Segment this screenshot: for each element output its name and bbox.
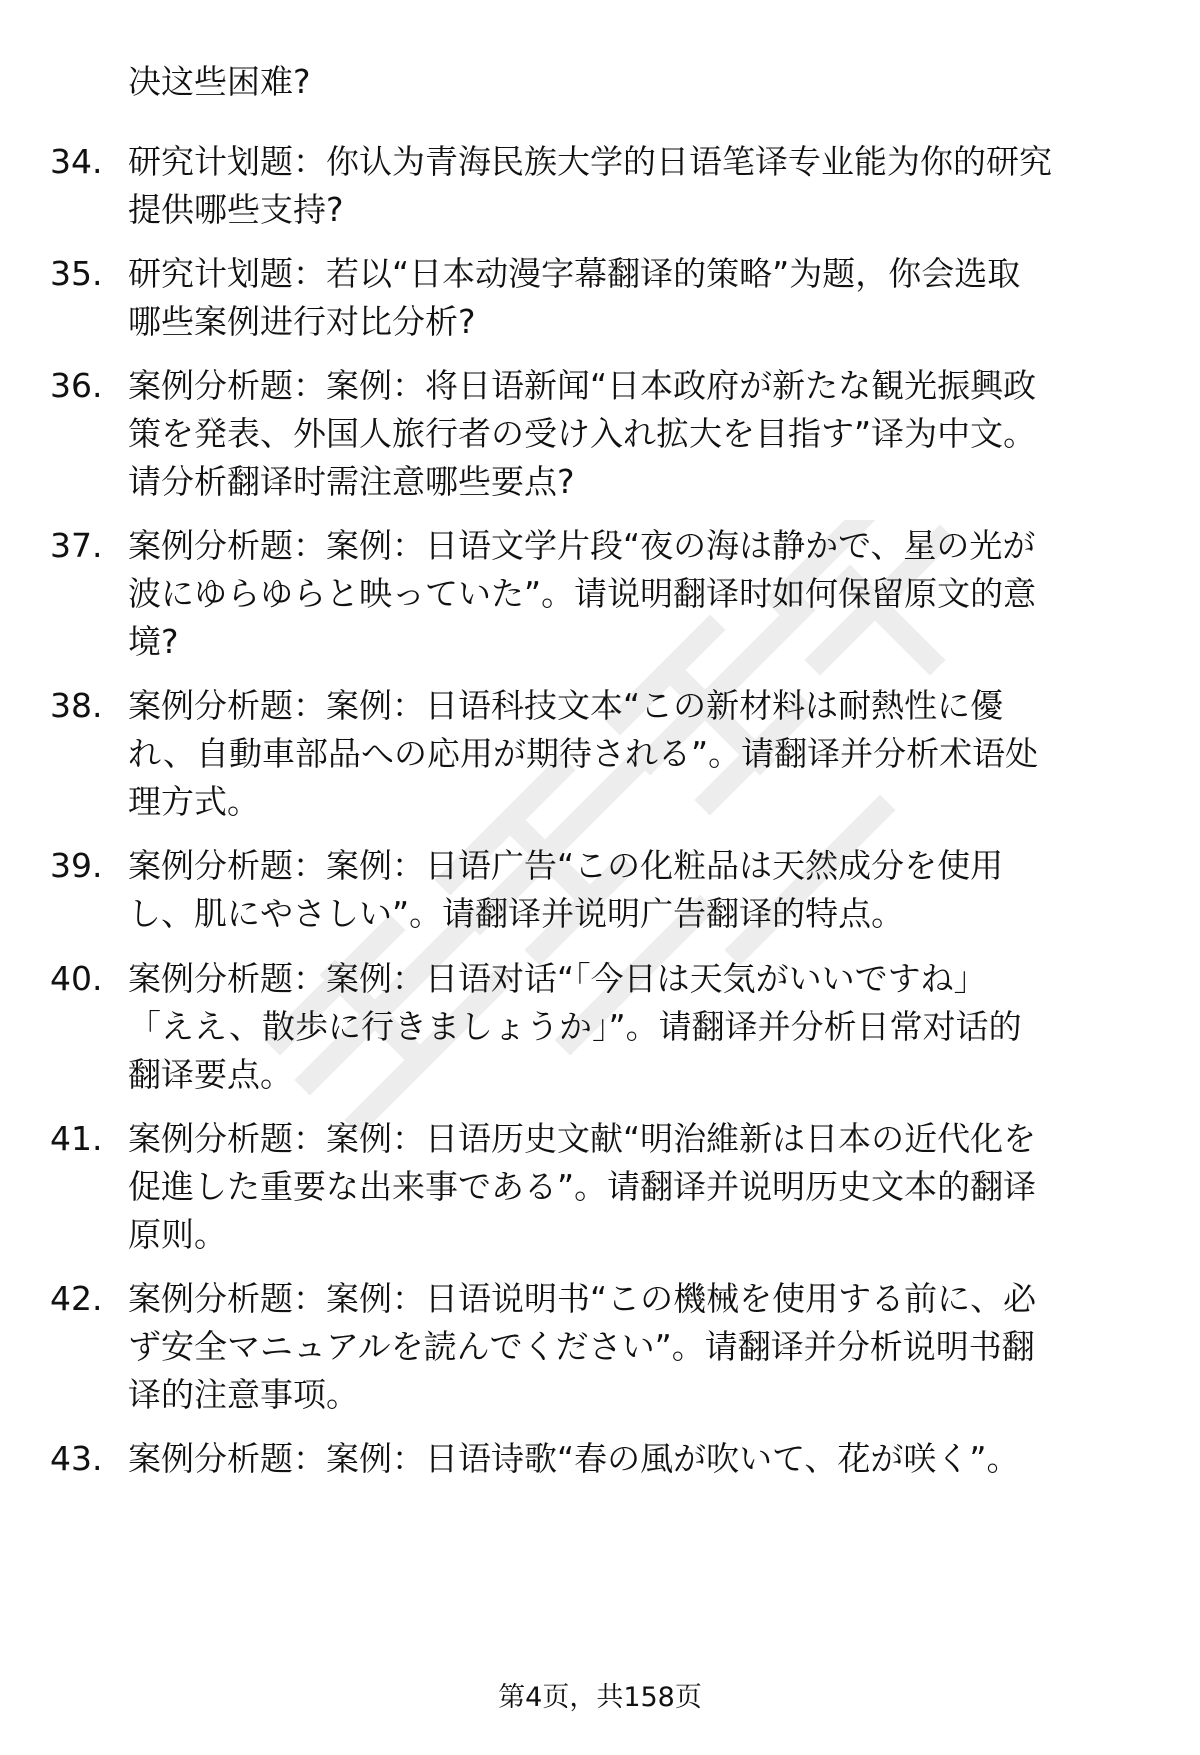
question-line: 提供哪些支持? <box>128 190 344 229</box>
question-item <box>50 138 1150 234</box>
question-number: 41. <box>50 1119 103 1158</box>
question-line: 促進した重要な出来事である”。请翻译并说明历史文本的翻译 <box>128 1167 1037 1206</box>
question-number: 37. <box>50 526 103 565</box>
question-number: 35. <box>50 254 103 293</box>
question-number: 39. <box>50 846 103 885</box>
question-line: 哪些案例进行对比分析? <box>128 302 476 341</box>
question-line: 案例分析题：案例：日语科技文本“この新材料は耐熱性に優 <box>128 686 1004 725</box>
question-line: 案例分析题：案例：日语广告“この化粧品は天然成分を使用 <box>128 846 1004 885</box>
question-line: 境? <box>128 622 179 661</box>
question-line: 案例分析题：案例：日语对话“「今日は天気がいいですね」 <box>128 959 987 998</box>
question-line: 请分析翻译时需注意哪些要点? <box>128 462 575 501</box>
previous-question-continuation: 决这些困难? <box>128 62 311 101</box>
question-number: 42. <box>50 1279 103 1318</box>
page-footer: 第4页，共158页 <box>498 1682 702 1713</box>
question-number: 34. <box>50 142 103 181</box>
question-line: 翻译要点。 <box>128 1055 293 1094</box>
question-item <box>50 1275 1150 1419</box>
question-number: 38. <box>50 686 103 725</box>
question-number: 40. <box>50 959 103 998</box>
question-line: 案例分析题：案例：日语诗歌“春の風が吹いて、花が咲く”。 <box>128 1439 1020 1478</box>
question-line: 译的注意事项。 <box>128 1375 359 1414</box>
question-line: し、肌にやさしい”。请翻译并说明广告翻译的特点。 <box>128 894 905 933</box>
question-line: 理方式。 <box>128 782 260 821</box>
question-line: 研究计划题：你认为青海民族大学的日语笔译专业能为你的研究 <box>128 142 1052 181</box>
question-item <box>50 362 1150 506</box>
question-line: 案例分析题：案例：日语文学片段“夜の海は静かで、星の光が <box>128 526 1036 565</box>
question-line: 「ええ、散歩に行きましょうか」”。请翻译并分析日常对话的 <box>128 1007 1022 1046</box>
question-line: 案例分析题：案例：日语说明书“この機械を使用する前に、必 <box>128 1279 1037 1318</box>
question-line: 波にゆらゆらと映っていた”。请说明翻译时如何保留原文的意 <box>128 574 1037 613</box>
question-line: 研究计划题：若以“日本动漫字幕翻译的策略”为题，你会选取 <box>128 254 1021 293</box>
question-number: 36. <box>50 366 103 405</box>
question-number: 43. <box>50 1439 103 1478</box>
question-line: ず安全マニュアルを読んでください”。请翻译并分析说明书翻 <box>128 1327 1035 1366</box>
question-item <box>50 1435 1150 1483</box>
question-item <box>50 250 1150 346</box>
question-item <box>50 522 1150 666</box>
question-line: 案例分析题：案例：将日语新闻“日本政府が新たな観光振興政 <box>128 366 1037 405</box>
question-item <box>50 955 1150 1099</box>
question-line: れ、自動車部品への応用が期待される”。请翻译并分析术语处 <box>128 734 1039 773</box>
question-item <box>50 682 1150 826</box>
question-line: 原则。 <box>128 1215 227 1254</box>
question-item <box>50 1115 1150 1259</box>
question-item <box>50 842 1150 938</box>
question-line: 策を発表、外国人旅行者の受け入れ拡大を目指す”译为中文。 <box>128 414 1037 453</box>
question-line: 案例分析题：案例：日语历史文献“明治維新は日本の近代化を <box>128 1119 1037 1158</box>
